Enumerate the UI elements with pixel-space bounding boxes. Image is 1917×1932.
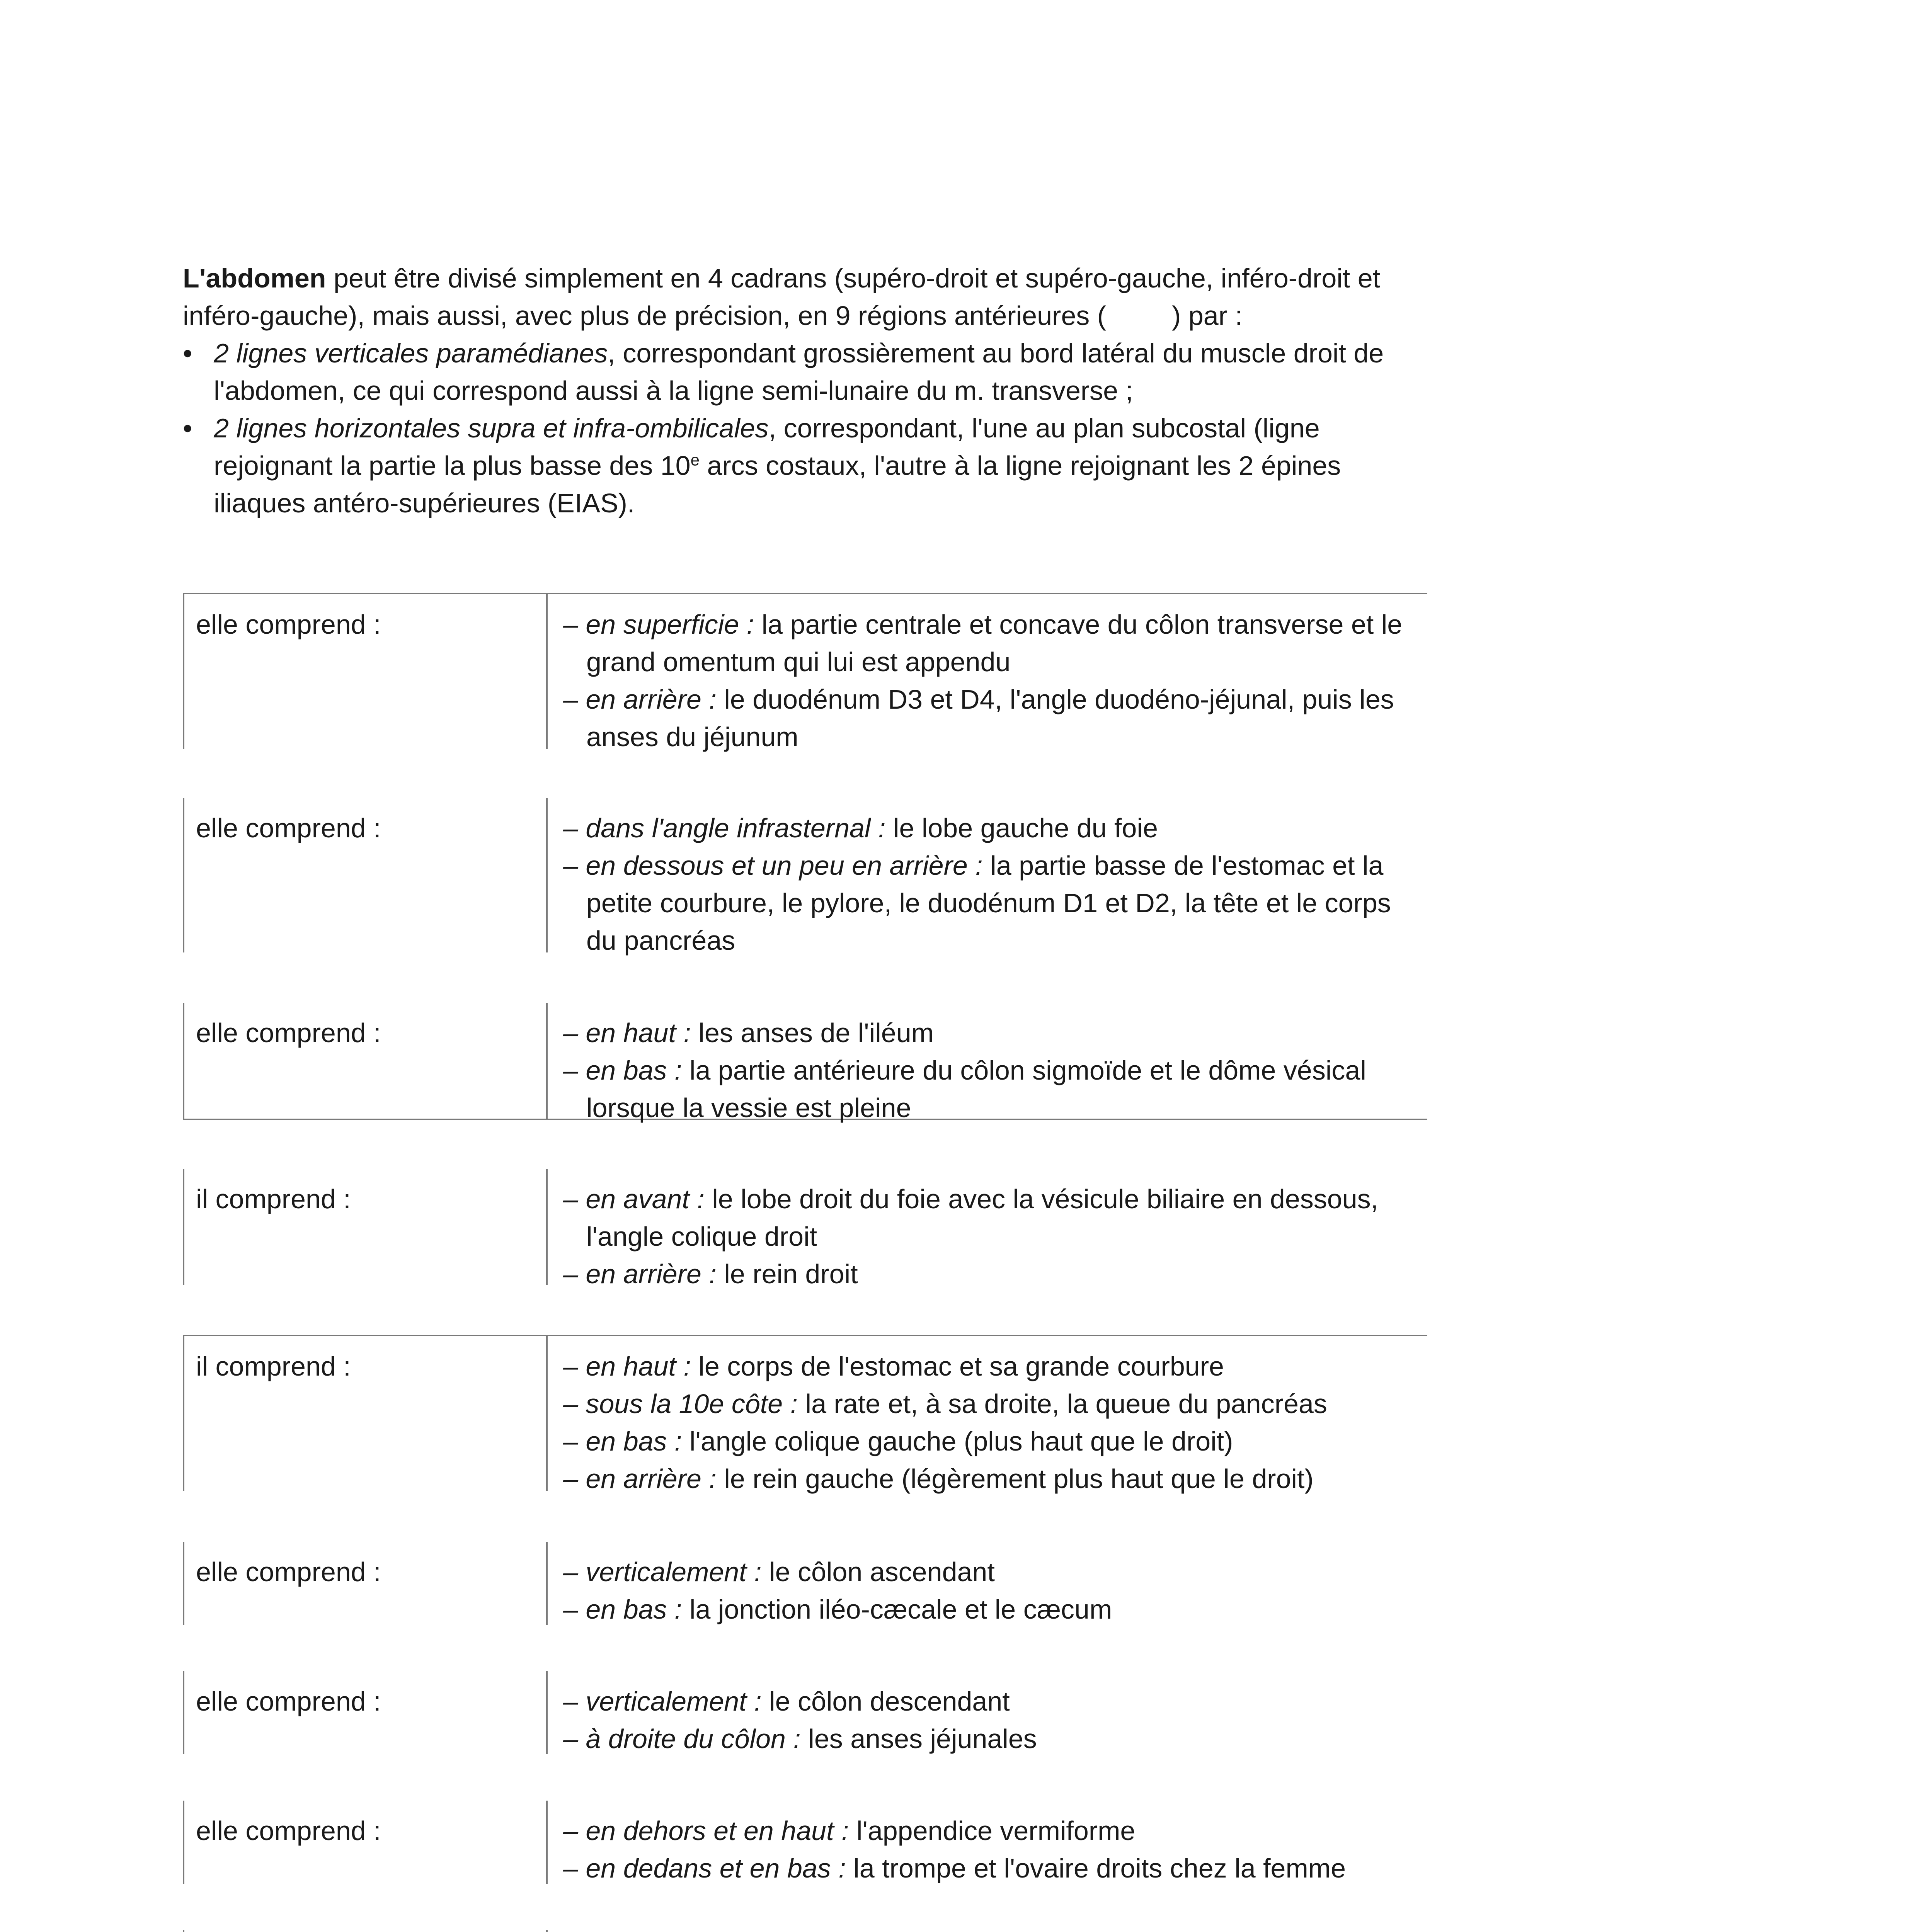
region-row [183,1003,1427,1123]
region-row [183,1930,1427,1932]
bullet-text: , correspondant, l'une au plan subcostal (ligne rejoignant la partie la plus basse des 10 [214,413,1320,481]
region-row [183,1169,1427,1289]
region-item: – en arrière : le rein droit [563,1259,858,1289]
intro-paragraph [183,260,1427,335]
region-item: – en bas : la partie antérieure du côlon sigmoïde et le dôme vésical lorsque la vessie est pleine [563,1055,1366,1123]
intro-text-1: peut être divisé simplement en 4 cadrans (supéro-droit et supéro-gauche, inféro-droit et inféro-gauche), mais aussi, avec plus de précision, en 9 régions antérieures ( [183,263,1381,331]
intro-section [183,260,1427,522]
region-item: – en bas : la jonction iléo-cæcale et le cæcum [563,1594,1112,1624]
region-content [546,1336,1427,1494]
region-item: – en superficie : la partie centrale et concave du côlon transverse et le grand omentum qui lui est appendu [563,609,1403,677]
region-content [546,1542,1427,1625]
region-content [546,1671,1427,1754]
intro-text-2: ) par : [1172,301,1243,331]
region-row [183,1335,1427,1494]
region-item: – en avant : le lobe droit du foie avec la vésicule biliaire en dessous, l'angle colique droit [563,1184,1379,1252]
superscript: e [690,451,700,469]
region-label: elle comprend : [183,594,546,749]
bullet-em: 2 lignes horizontales supra et infra-ombilicales [214,413,769,443]
region-item: – en arrière : le rein gauche (légèrement plus haut que le droit) [563,1464,1314,1494]
region-item: – dans l'angle infrasternal : le lobe gauche du foie [563,813,1158,843]
bullet-text: arcs costaux, l'autre à la ligne rejoignant les 2 épines iliaques antéro-supérieures (EIAS). [214,451,1341,518]
region-label: elle comprend : [183,1801,546,1884]
region-row [183,798,1427,956]
region-label: elle comprend : [183,798,546,952]
region-row [183,1671,1427,1754]
region-item: – en haut : le corps de l'estomac et sa grande courbure [563,1351,1224,1381]
region-label: elle comprend : [183,1003,546,1119]
region-row [183,1801,1427,1884]
region-item: – à droite du côlon : les anses jéjunales [563,1724,1037,1754]
region-item: – verticalement : le côlon ascendant [563,1557,995,1587]
region-item: – en dessous et un peu en arrière : la partie basse de l'estomac et la petite courbure, le pylore, le duodénum D1 et D2, la tête et le corps du pancréas [563,850,1391,956]
bullet-text: , correspondant grossièrement au bord latéral du muscle droit de l'abdomen, ce qui correspond aussi à la ligne semi-lunaire du m. transverse ; [214,338,1384,406]
region-content [546,1169,1427,1289]
region-content [546,1801,1427,1884]
region-item: – en dehors et en haut : l'appendice vermiforme [563,1816,1136,1846]
intro-bullet-list [183,335,1427,522]
region-content [546,798,1427,956]
bullet-item [183,410,1427,522]
region-label: elle comprend : [183,1671,546,1754]
region-label [183,1930,546,1932]
region-item: – en haut : les anses de l'iléum [563,1018,934,1048]
region-item: – en bas : l'angle colique gauche (plus haut que le droit) [563,1426,1233,1456]
region-content [546,1930,1427,1932]
region-label: il comprend : [183,1169,546,1285]
region-content [546,594,1427,752]
region-row [183,1542,1427,1625]
region-row [183,593,1427,752]
region-content [546,1003,1427,1123]
bullet-em: 2 lignes verticales paramédianes [214,338,608,368]
region-item: – en arrière : le duodénum D3 et D4, l'angle duodéno-jéjunal, puis les anses du jéjunum [563,684,1394,752]
intro-bold-term: L'abdomen [183,263,326,293]
region-item: – sous la 10e côte : la rate et, à sa droite, la queue du pancréas [563,1389,1327,1419]
bullet-item [183,335,1427,410]
region-item: – en dedans et en bas : la trompe et l'ovaire droits chez la femme [563,1853,1346,1883]
region-label: il comprend : [183,1336,546,1491]
region-label: elle comprend : [183,1542,546,1625]
region-item: – verticalement : le côlon descendant [563,1686,1010,1716]
